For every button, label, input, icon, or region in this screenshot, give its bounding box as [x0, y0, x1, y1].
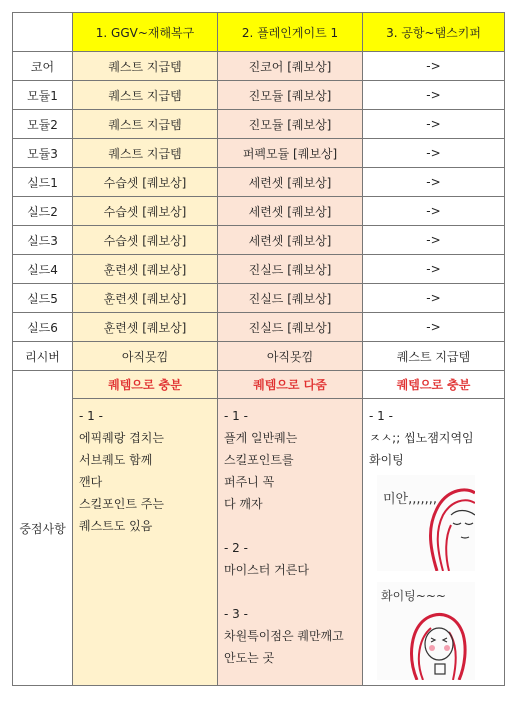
cell-col2: 진실드 [퀘보상]	[218, 313, 363, 342]
cell-col1: 수습셋 [퀘보상]	[73, 168, 218, 197]
cell-col1: 퀘스트 지급템	[73, 110, 218, 139]
cell-col2: 진코어 [퀘보상]	[218, 52, 363, 81]
row-label: 모듈2	[13, 110, 73, 139]
table-row	[13, 139, 505, 168]
notes-col2	[218, 399, 363, 686]
notes-col2-text: - 1 - 플게 일반퀘는 스킬포인트를 퍼주니 꼭 다 깨자 - 2 - 마이스터 거른다 - 3 - 차원특이점은 퀘만깨고 안도는 곳	[224, 409, 344, 665]
cell-col3: ->	[363, 110, 505, 139]
row-label: 실드3	[13, 226, 73, 255]
cell-col2: 진모듈 [퀘보상]	[218, 81, 363, 110]
header-col2: 2. 플레인게이트 1	[218, 13, 363, 52]
notes-col1	[73, 399, 218, 686]
summary-row	[13, 371, 505, 399]
sorry-caption: 미안,,,,,,,	[383, 492, 438, 507]
cell-col3: ->	[363, 197, 505, 226]
focus-label: 중점사항	[13, 371, 73, 686]
cell-col2: 세련셋 [퀘보상]	[218, 197, 363, 226]
table-row	[13, 226, 505, 255]
header-row	[13, 13, 505, 52]
quest-table	[12, 12, 505, 686]
table-row	[13, 313, 505, 342]
summary-col3: 퀘템으로 충분	[363, 371, 505, 399]
cell-col1: 수습셋 [퀘보상]	[73, 226, 218, 255]
cell-col3: 퀘스트 지급템	[363, 342, 505, 371]
cell-col3: ->	[363, 168, 505, 197]
row-label: 실드6	[13, 313, 73, 342]
cell-col1: 훈련셋 [퀘보상]	[73, 255, 218, 284]
notes-col3	[363, 399, 505, 686]
cell-col2: 세련셋 [퀘보상]	[218, 226, 363, 255]
table-row	[13, 52, 505, 81]
table-row	[13, 81, 505, 110]
summary-col2: 퀘템으로 다줌	[218, 371, 363, 399]
cell-col1: 수습셋 [퀘보상]	[73, 197, 218, 226]
cell-col3: ->	[363, 284, 505, 313]
row-label: 실드2	[13, 197, 73, 226]
notes-row	[13, 399, 505, 686]
cell-col2: 세련셋 [퀘보상]	[218, 168, 363, 197]
cell-col1: 훈련셋 [퀘보상]	[73, 313, 218, 342]
row-label: 모듈3	[13, 139, 73, 168]
fighting-caption: 화이팅~~~	[381, 589, 446, 603]
cell-col2: 진실드 [퀘보상]	[218, 284, 363, 313]
cell-col1: 훈련셋 [퀘보상]	[73, 284, 218, 313]
cell-col1: 퀘스트 지급템	[73, 139, 218, 168]
table-row	[13, 168, 505, 197]
table-row	[13, 197, 505, 226]
table-row	[13, 255, 505, 284]
cell-col3: ->	[363, 81, 505, 110]
cell-col2: 진모듈 [퀘보상]	[218, 110, 363, 139]
cell-col2: 진실드 [퀘보상]	[218, 255, 363, 284]
row-label: 실드1	[13, 168, 73, 197]
row-label: 실드5	[13, 284, 73, 313]
header-col3: 3. 공항~탬스키퍼	[363, 13, 505, 52]
fighting-drawing	[377, 582, 475, 683]
row-label: 코어	[13, 52, 73, 81]
cell-col3: ->	[363, 313, 505, 342]
cell-col1: 아직못낌	[73, 342, 218, 371]
table-row	[13, 284, 505, 313]
header-corner	[13, 13, 73, 52]
table-row	[13, 342, 505, 371]
cell-col2: 퍼펙모듈 [퀘보상]	[218, 139, 363, 168]
fighting-drawing-svg	[377, 582, 475, 680]
notes-col1-text: - 1 - 에픽퀘랑 겹치는 서브퀘도 함께 깬다 스킬포인트 주는 퀘스트도 있음	[79, 409, 164, 533]
cell-col3: ->	[363, 226, 505, 255]
row-label: 모듈1	[13, 81, 73, 110]
sorry-drawing-svg	[377, 475, 475, 571]
notes-col3-text: - 1 - ㅈㅅ;; 씹노잼지역임 화이팅	[369, 409, 474, 467]
row-label: 리시버	[13, 342, 73, 371]
cell-col1: 퀘스트 지급템	[73, 52, 218, 81]
header-col1: 1. GGV~재해복구	[73, 13, 218, 52]
table-row	[13, 110, 505, 139]
cell-col2: 아직못낌	[218, 342, 363, 371]
cell-col3: ->	[363, 139, 505, 168]
cell-col3: ->	[363, 52, 505, 81]
cell-col3: ->	[363, 255, 505, 284]
summary-col1: 퀘템으로 충분	[73, 371, 218, 399]
cell-col1: 퀘스트 지급템	[73, 81, 218, 110]
row-label: 실드4	[13, 255, 73, 284]
sorry-drawing	[377, 475, 475, 574]
